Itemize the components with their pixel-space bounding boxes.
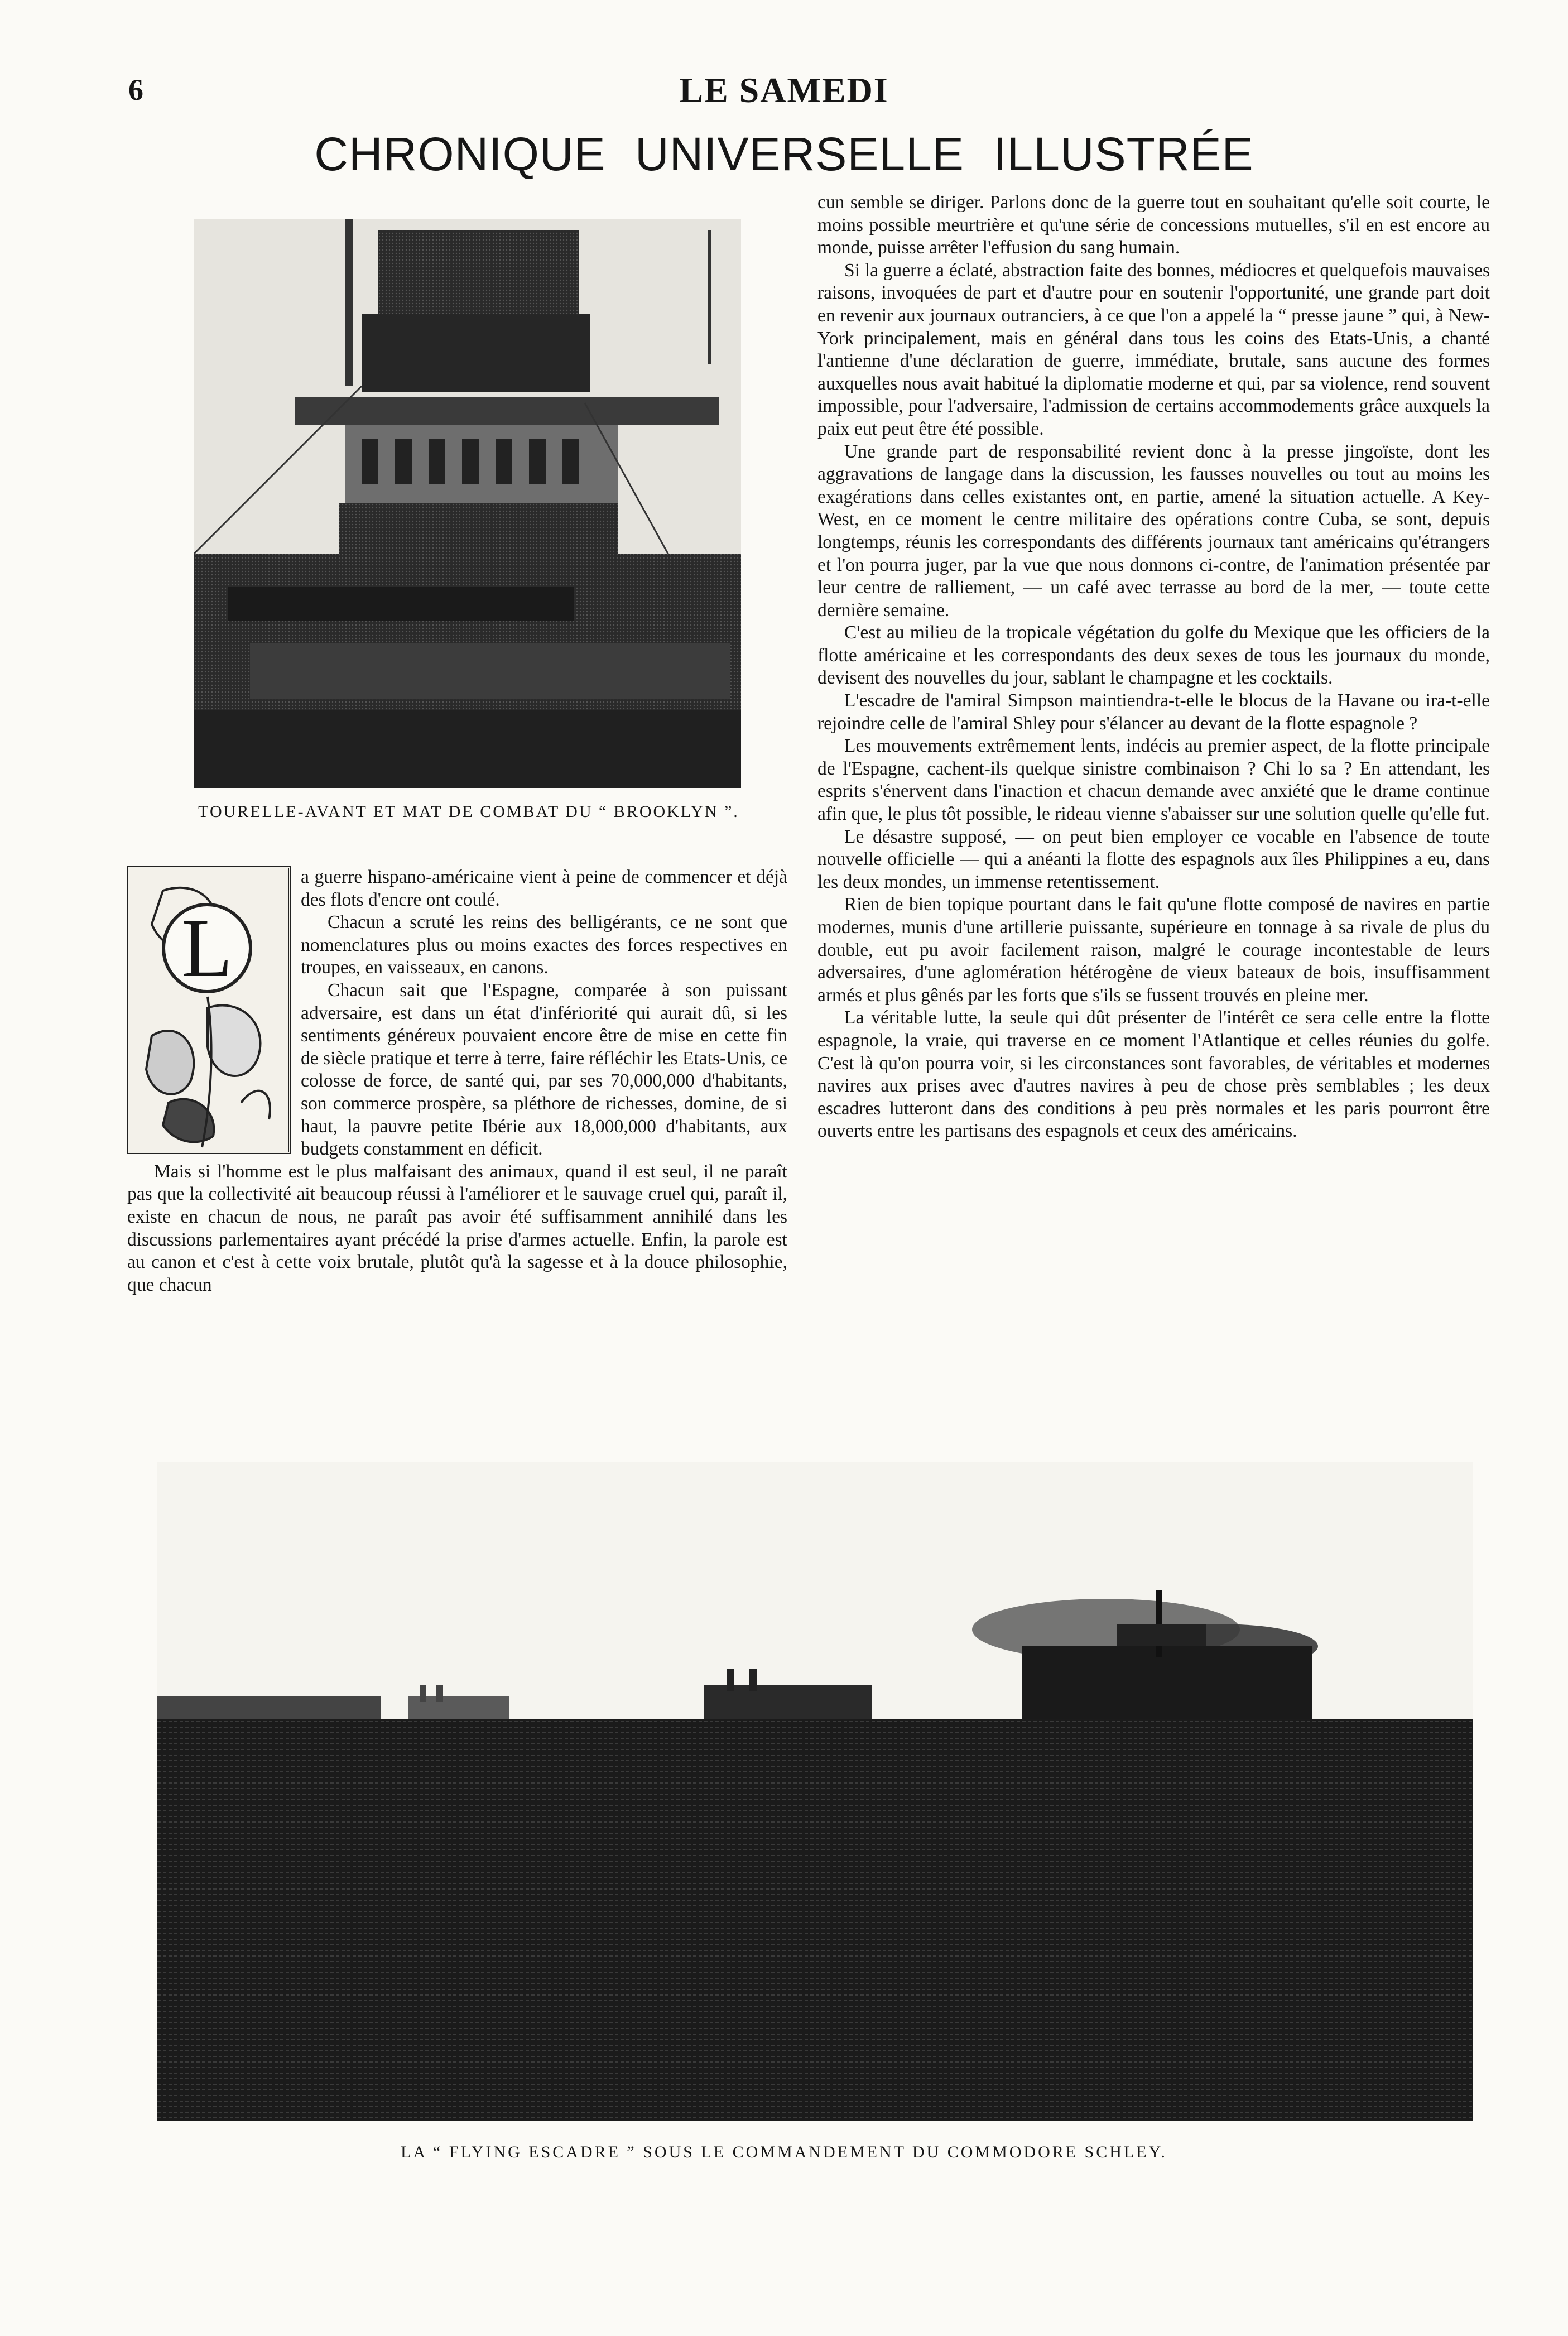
paragraph: Chacun a scruté les reins des belligérants, ce ne sont que nomenclatures plus ou moins exactes des forces respectives en troupes, en vaisseaux, en canons. [301,912,787,978]
drop-cap-letter: L [162,903,252,993]
paragraph: Le désastre supposé, — on peut bien employer ce vocable en l'absence de toute nouvelle officielle — qui a anéanti la flotte des espagnols aux îles Philippines a eu, dans les deux mondes, un immense retentissement. [817,826,1490,892]
flying-squadron-photo [157,1462,1473,2121]
paragraph: C'est au milieu de la tropicale végétation du golfe du Mexique que les officiers de la flotte américaine et les correspondants des deux sexes de tous les journaux du monde, devisent des nouvelles du jour, sablant le champagne et les cocktails. [817,622,1490,689]
tower-photo-caption: TOURELLE-AVANT ET MAT DE COMBAT DU “ BROOKLYN ”. [198,802,739,821]
article-right-column [817,191,1490,1143]
article-left-column [127,866,787,1296]
section-title: CHRONIQUE UNIVERSELLE ILLUSTRÉE [314,128,1254,180]
paragraph: a guerre hispano-américaine vient à peine de commencer et déjà des flots d'encre ont coulé. [301,867,787,910]
paragraph: La véritable lutte, la seule qui dût présenter de l'intérêt ce sera celle entre la flotte espagnole, la vraie, qui traverse en ce moment l'Atlantique et celles réunies du golfe. C'est là qu'on pourra voir, si les circonstances sont favorables, de véritables et modernes navires aux prises avec d'autres navires à peu de chose près semblables ; les deux escadres lutteront dans des conditions à peu près normales et les paris pourront être ouverts entre les partisans des espagnols et ceux des américains. [817,1007,1490,1142]
fleet-photo-caption: LA “ FLYING ESCADRE ” SOUS LE COMMANDEMENT DU COMMODORE SCHLEY. [401,2143,1167,2161]
paragraph: Rien de bien topique pourtant dans le fait qu'une flotte composé de navires en partie modernes, munis d'une artillerie puissante, supérieure en tonnage à sa rivale de plus du double, eut pu avoir facilement raison, malgré le courage incontestable de leurs adversaires, d'une aglomération hétérogène de vieux bateaux de bois, insuffisamment armés et plus gênés par les forts que s'ils se fussent trouvés en pleine mer. [817,894,1490,1006]
drop-cap-ornament [127,866,291,1154]
brooklyn-tower-photo [194,219,741,788]
paragraph: cun semble se diriger. Parlons donc de la guerre tout en souhaitant qu'elle soit courte, le moins possible meurtrière et qu'une série de concessions mutuelles, s'il en est encore au monde, puisse arrêter l'effusion du sang humain. [817,192,1490,258]
paragraph: Les mouvements extrêmement lents, indécis au premier aspect, de la flotte principale de l'Espagne, cachent-ils quelque sinistre combinaison ? Chi lo sa ? En attendant, les esprits s'énervent dans l'inaction et chacun demande avec anxiété que le drame continue afin que, le plus tôt possible, le rideau vienne s'abaisser sur une solution quelle qu'elle fut. [817,736,1490,825]
page-number: 6 [128,73,143,107]
paragraph: Mais si l'homme est le plus malfaisant des animaux, quand il est seul, il ne paraît pas que la collectivité ait beaucoup réussi à l'améliorer et le sauvage cruel qui, paraît il, existe en chacun de nous, ne paraît pas avoir été suffisamment annihilé dans les discussions parlementaires ayant précédé la prise d'armes actuelle. Enfin, la parole est au canon et c'est à cette voix brutale, plutôt qu'à la sagesse et à la douce philosophie, que chacun [127,1161,787,1295]
paragraph: Chacun sait que l'Espagne, comparée à son puissant adversaire, est dans un état d'infériorité qui aurait dû, si les sentiments généreux pouvaient encore être de mise en cette fin de siècle pratique et terre à terre, faire réfléchir les Etats-Unis, ce colosse de force, de santé qui, par ses 70,000,000 d'habitants, son commerce prospère, sa pléthore de richesses, domine, de si haut, la pauvre petite Ibérie aux 18,000,000 d'habitants, aux budgets constamment en déficit. [301,979,787,1160]
paragraph: L'escadre de l'amiral Simpson maintiendra-t-elle le blocus de la Havane ou ira-t-elle rejoindre celle de l'amiral Shley pour s'élancer au devant de la flotte espagnole ? [817,690,1490,734]
paragraph: Si la guerre a éclaté, abstraction faite des bonnes, médiocres et quelquefois mauvaises raisons, invoquées de part et d'autre pour en soutenir l'opportunité, une grande part doit en revenir aux journaux outranciers, à ce que l'on a appelé la “ presse jaune ” qui, à New-York principalement, mais en général dans tous les coins des Etats-Unis, a chanté l'antienne d'une déclaration de guerre, immédiate, brutale, sans aucune des formes auxquelles nous avait habitué la diplomatie moderne et qui, par sa violence, rend souvent impossible, pour l'adversaire, l'admission de certains accommodements grâce auxquels la paix eut peut être été possible. [817,259,1490,439]
masthead: LE SAMEDI [679,70,889,110]
paragraph: Une grande part de responsabilité revient donc à la presse jingoïste, dont les aggravations de langage dans la discussion, les fausses nouvelles ou tout au moins les exagérations dans celles existantes ont, en partie, amené la situation actuelle. A Key-West, en ce moment le centre militaire des opérations contre Cuba, se sont, depuis longtemps, réunis les correspondants des différents journaux tant américains qu'étrangers et l'on pourra juger, par la vue que nous donnons ci-contre, de l'animation présentée par leur centre de ralliement, — un café avec terrasse au bord de la mer, — toute cette dernière semaine. [817,441,1490,621]
